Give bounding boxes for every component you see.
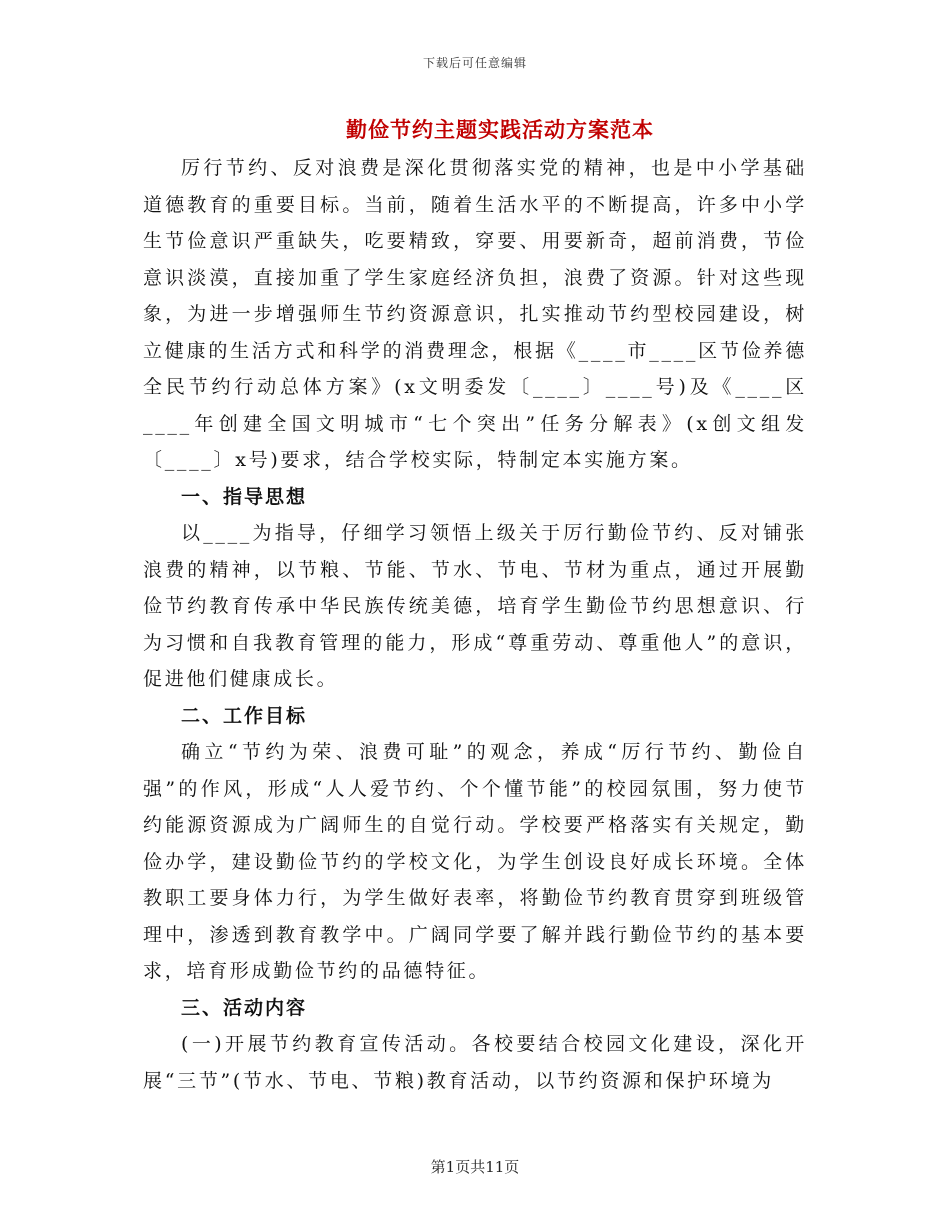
section-heading-guiding-ideology: 一、指导思想 — [181, 485, 308, 508]
section-heading-activity-content: 三、活动内容 — [181, 996, 308, 1019]
header-note: 下载后可任意编辑 — [422, 56, 527, 70]
document-body — [143, 150, 807, 1099]
document-title: 勤俭节约主题实践活动方案范本 — [346, 117, 654, 142]
intro-paragraph: 厉行节约、反对浪费是深化贯彻落实党的精神，也是中小学基础道德教育的重要目标。当前，随着生活水平的不断提高，许多中小学生节俭意识严重缺失，吃要精致，穿要、用要新奇，超前消费，节俭意识淡漠，直接加重了学生家庭经济负担，浪费了资源。针对这些现象，为进一步增强师生节约资源意识，扎实推动节约型校园建设，树立健康的生活方式和科学的消费理念，根据《____市____区节俭养德全民节约行动总体方案》(x文明委发〔____〕____号)及《____区____年创建全国文明城市“七个突出”任务分解表》(x创文组发〔____〕x号)要求，结合学校实际，特制定本实施方案。 — [143, 157, 807, 471]
page-number: 第1页共11页 — [430, 1158, 520, 1176]
work-goals-paragraph: 确立“节约为荣、浪费可耻”的观念，养成“厉行节约、勤俭自强”的作风，形成“人人爱节约、个个懂节能”的校园氛围，努力使节约能源资源成为广阔师生的自觉行动。学校要严格落实有关规定，勤俭办学，建设勤俭节约的学校文化，为学生创设良好成长环境。全体教职工要身体力行，为学生做好表率，将勤俭节约教育贯穿到班级管理中，渗透到教育教学中。广阔同学要了解并践行勤俭节约的基本要求，培育形成勤俭节约的品德特征。 — [143, 741, 807, 982]
guiding-ideology-paragraph: 以____为指导，仔细学习领悟上级关于厉行勤俭节约、反对铺张浪费的精神，以节粮、节能、节水、节电、节材为重点，通过开展勤俭节约教育传承中华民族传统美德，培育学生勤俭节约思想意识、行为习惯和自我教育管理的能力，形成“尊重劳动、尊重他人”的意识，促进他们健康成长。 — [143, 522, 807, 690]
section-heading-work-goals: 二、工作目标 — [181, 704, 308, 727]
activity-content-paragraph: (一)开展节约教育宣传活动。各校要结合校园文化建设，深化开展“三节”(节水、节电、节粮)教育活动，以节约资源和保护环境为 — [143, 1033, 807, 1092]
